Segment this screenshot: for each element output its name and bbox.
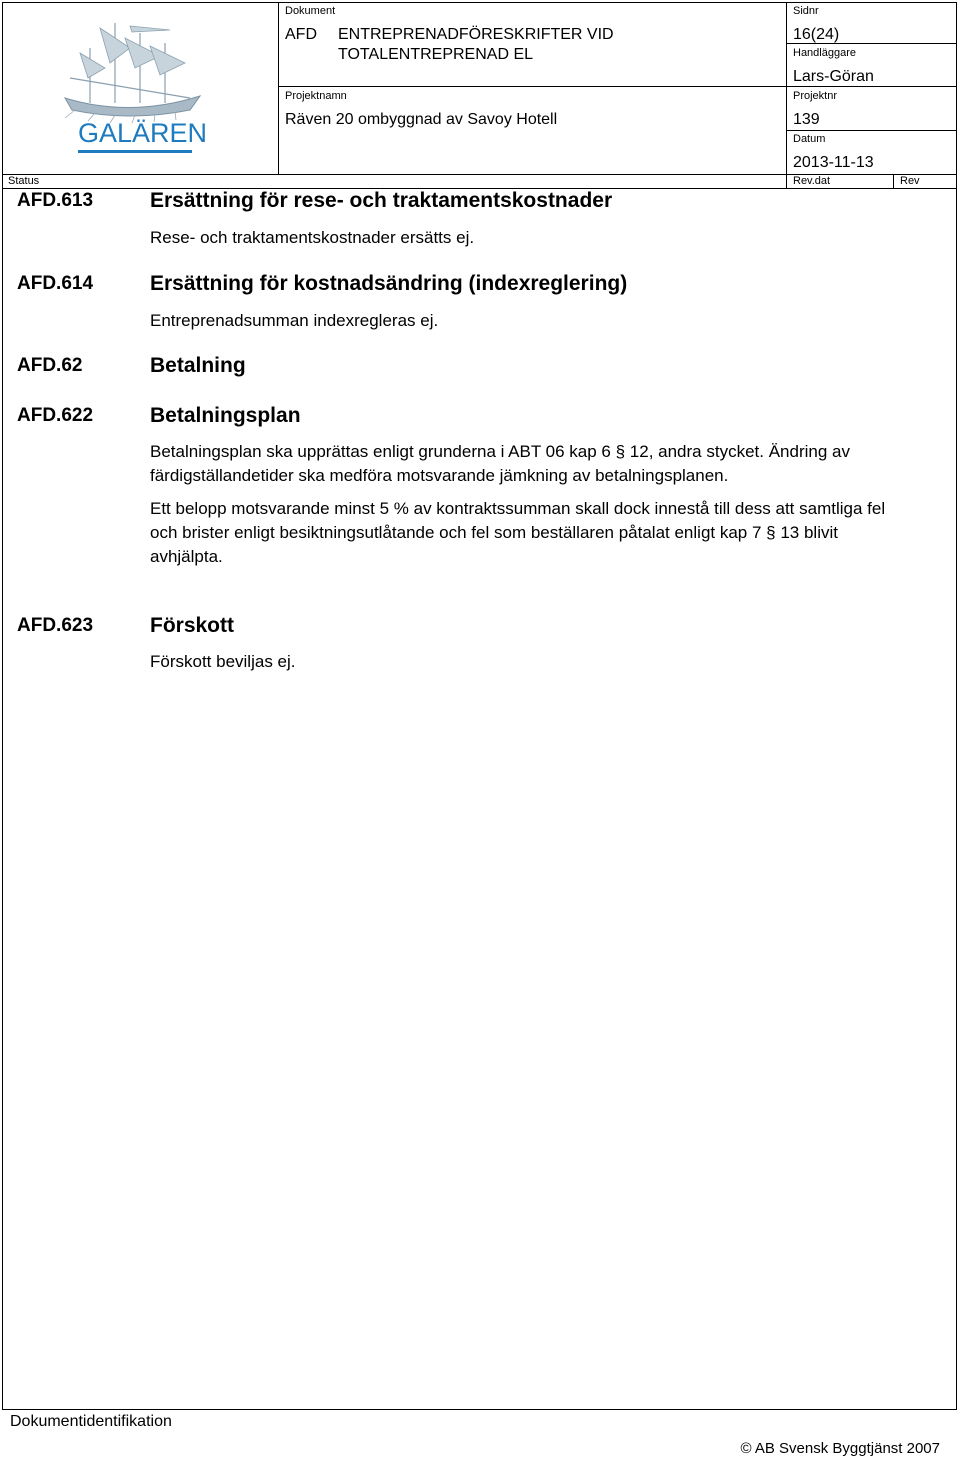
dokument-label: Dokument [285,5,336,17]
sidnr-value: 16(24) [793,26,840,43]
page-frame [2,2,957,1410]
paragraph: Ett belopp motsvarande minst 5 % av kontraktssumman skall dock innestå till dess att samtliga fel och brister enligt besiktningsutlåtande och fel som beställaren påtalat enligt kap 7 § 13 blivit avhjälpta. [150,499,886,566]
header-rule-2 [278,86,957,87]
sidnr-label: Sidnr [793,5,819,17]
copyright: © AB Svensk Byggtjänst 2007 [740,1440,940,1457]
header-divider-rev [893,174,894,188]
paragraph: Betalningsplan ska upprättas enligt grunderna i ABT 06 kap 6 § 12, andra stycket. Ändring av färdigställandetider ska medföra motsvarande jämkning av betalningsplanen. [150,442,850,485]
datum-label: Datum [793,133,826,145]
section-code: AFD.613 [17,190,94,211]
projektnr-value: 139 [793,111,820,128]
projektnamn-label: Projektnamn [285,90,347,102]
dokument-code: AFD [285,26,317,43]
logo-text: GALÄREN [78,118,208,148]
handlaggare-value: Lars-Göran [793,68,874,85]
document-id-label: Dokumentidentifikation [10,1413,172,1430]
header-rule-3 [786,130,957,131]
datum-value: 2013-11-13 [793,154,874,171]
dokument-title-line-2: TOTALENTREPRENAD EL [338,46,534,63]
section-code: AFD.622 [17,405,94,426]
header-divider-left [278,2,279,174]
revdat-label: Rev.dat [793,175,831,187]
section-code: AFD.623 [17,615,94,636]
section-heading: Förskott [150,614,234,637]
section-heading: Betalningsplan [150,404,301,427]
section-code: AFD.62 [17,355,83,376]
section-code: AFD.614 [17,273,94,294]
projektnamn-value: Räven 20 ombyggnad av Savoy Hotell [285,111,558,128]
dokument-title-line-1: ENTREPRENADFÖRESKRIFTER VID [338,26,614,43]
section-text: Entreprenadsumman indexregleras ej. [150,311,439,330]
section-body [150,440,910,569]
section-text: Förskott beviljas ej. [150,652,296,671]
section-heading: Betalning [150,354,246,377]
section-heading: Ersättning för rese- och traktamentskostnader [150,189,613,212]
galaren-logo [40,18,215,158]
status-label: Status [8,175,40,187]
section-heading: Ersättning för kostnadsändring (indexreglering) [150,272,628,295]
logo-underline [78,150,192,153]
header-divider-right [786,2,787,188]
section-text: Rese- och traktamentskostnader ersätts ej. [150,228,475,247]
projektnr-label: Projektnr [793,90,838,102]
rev-label: Rev [900,175,920,187]
handlaggare-label: Handläggare [793,47,856,59]
